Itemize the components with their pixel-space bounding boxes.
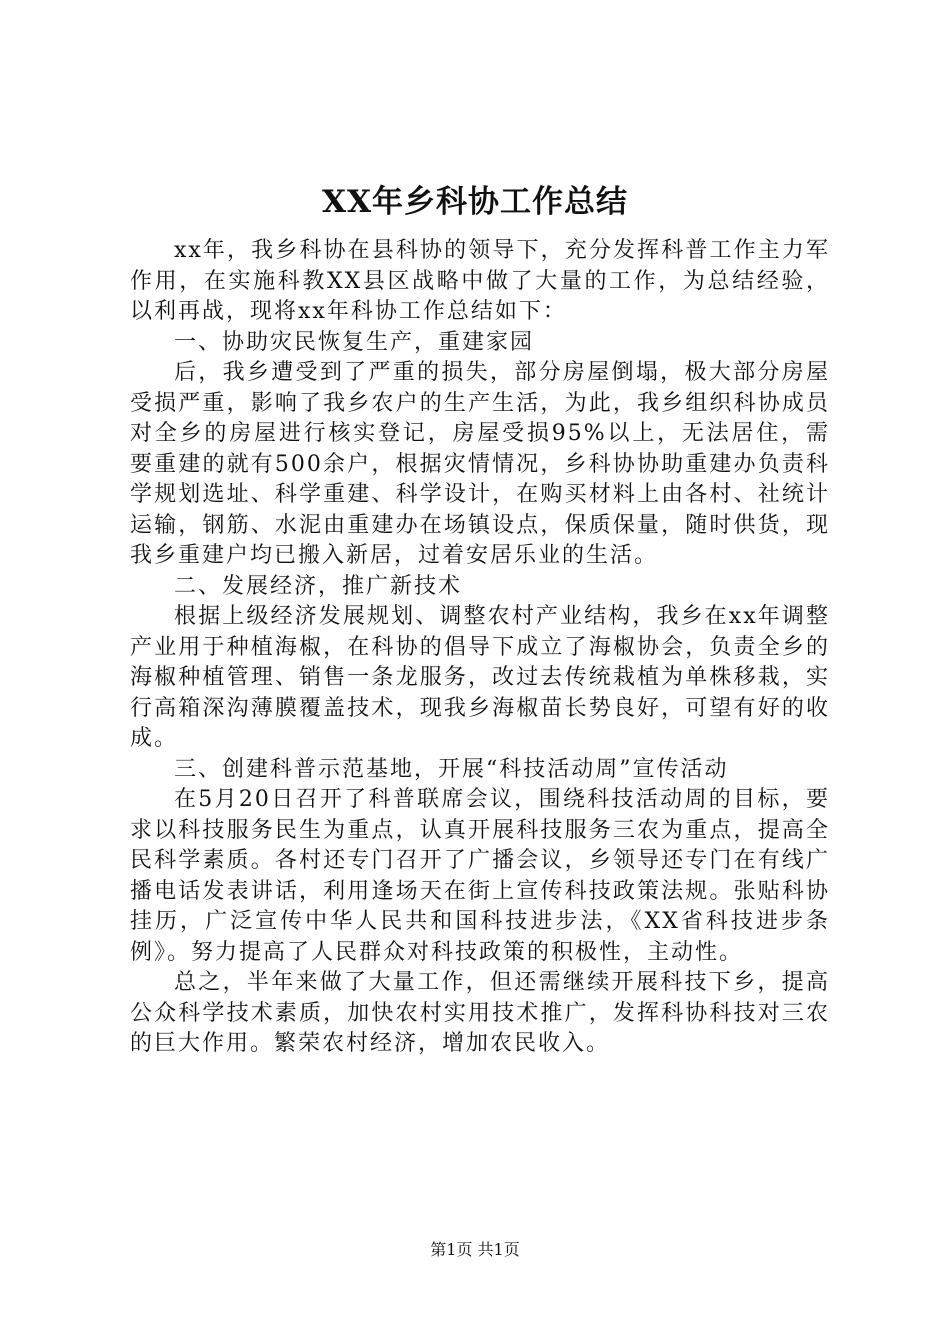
document-title: XX年乡科协工作总结 [321, 184, 629, 220]
conclusion-paragraph: 总之，半年来做了大量工作，但还需继续开展科技下乡，提高公众科学技术素质，加快农村实用技术推广，发挥科协科技对三农的巨大作用。繁荣农村经济，增加农民收入。 [130, 970, 830, 1056]
section-1-paragraph: 后，我乡遭受到了严重的损失，部分房屋倒塌，极大部分房屋受损严重，影响了我乡农户的生产生活，为此，我乡组织科协成员对全乡的房屋进行核实登记，房屋受损95%以上，无法居住，需要重建的就有500余户，根据灾情情况，乡科协协助重建办负责科学规划选址、科学重建、科学设计，在购买材料上由各村、社统计运输，钢筋、水泥由重建办在场镇设点，保质保量，随时供货，现我乡重建户均已搬入新居，过着安居乐业的生活。 [130, 360, 830, 568]
section-3-paragraph: 在5月20日召开了科普联席会议，围绕科技活动周的目标，要求以科技服务民生为重点，认真开展科技服务三农为重点，提高全民科学素质。各村还专门召开了广播会议，乡领导还专门在有线广播电话发表讲话，利用逢场天在街上宣传科技政策法规。张贴科协挂历，广泛宣传中华人民共和国科技进步法，《XX省科技进步条例》。努力提高了人民群众对科技政策的积极性，主动性。 [130, 787, 830, 965]
page-footer: 第1页 共1页 [430, 1240, 520, 1259]
section-heading-1: 一、协助灾民恢复生产，重建家园 [174, 329, 535, 355]
document-body [130, 236, 830, 1060]
intro-paragraph: xx年，我乡科协在县科协的领导下，充分发挥科普工作主力军作用，在实施科教XX县区战略中做了大量的工作，为总结经验，以利再战，现将xx年科协工作总结如下： [130, 238, 830, 324]
section-heading-3: 三、创建科普示范基地，开展“科技活动周”宣传活动 [174, 756, 729, 782]
section-heading-2: 二、发展经济，推广新技术 [174, 573, 463, 599]
section-2-paragraph: 根据上级经济发展规划、调整农村产业结构，我乡在xx年调整产业用于种植海椒，在科协的倡导下成立了海椒协会，负责全乡的海椒种植管理、销售一条龙服务，改过去传统栽植为单株移栽，实行高箱深沟薄膜覆盖技术，现我乡海椒苗长势良好，可望有好的收成。 [130, 604, 830, 751]
